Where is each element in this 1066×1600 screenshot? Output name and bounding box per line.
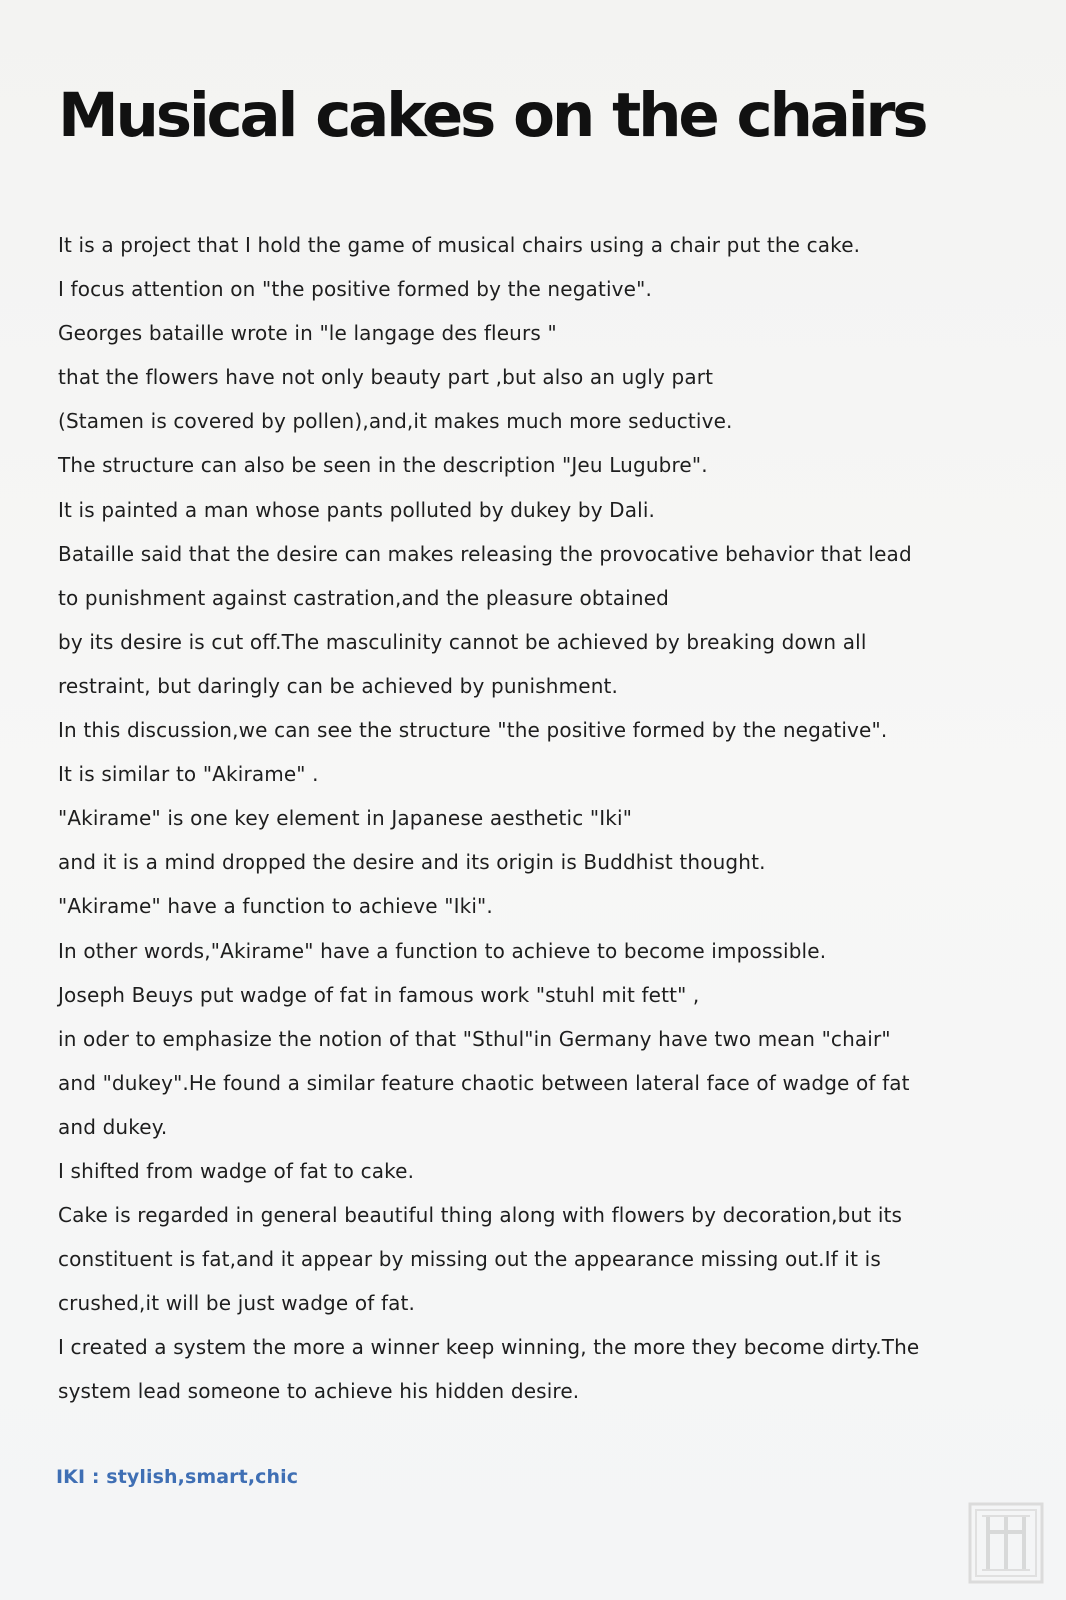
text-line: Bataille said that the desire can makes releasing the provocative behavior that lead <box>58 541 912 566</box>
text-line: In other words,"Akirame" have a function to achieve to become impossible. <box>58 938 827 963</box>
text-line: It is similar to "Akirame" . <box>58 762 319 787</box>
text-line: and dukey. <box>58 1114 168 1139</box>
text-line: Joseph Beuys put wadge of fat in famous work "stuhl mit fett" , <box>58 982 700 1007</box>
text-line: Cake is regarded in general beautiful thing along with flowers by decoration,but its <box>58 1203 903 1228</box>
text-line: and it is a mind dropped the desire and its origin is Buddhist thought. <box>58 850 766 875</box>
text-line: It is painted a man whose pants polluted by dukey by Dali. <box>58 497 656 522</box>
text-line: "Akirame" have a function to achieve "Iki". <box>58 894 493 919</box>
text-line: (Stamen is covered by pollen),and,it makes much more seductive. <box>58 409 733 434</box>
text-line: crushed,it will be just wadge of fat. <box>58 1291 416 1316</box>
text-line: restraint, but daringly can be achieved by punishment. <box>58 673 619 698</box>
text-line: to punishment against castration,and the pleasure obtained <box>58 585 669 610</box>
text-line: The structure can also be seen in the description "Jeu Lugubre". <box>58 453 708 478</box>
text-line: in oder to emphasize the notion of that "Sthul"in Germany have two mean "chair" <box>58 1026 891 1051</box>
text-line: I created a system the more a winner keep winning, the more they become dirty.The <box>58 1335 920 1360</box>
text-line: In this discussion,we can see the structure "the positive formed by the negative". <box>58 718 888 743</box>
logo-mark-icon <box>968 1502 1044 1584</box>
text-line: "Akirame" is one key element in Japanese aesthetic "Iki" <box>58 806 633 831</box>
text-line: constituent is fat,and it appear by missing out the appearance missing out.If it is <box>58 1247 881 1272</box>
text-line: It is a project that I hold the game of musical chairs using a chair put the cake. <box>58 233 861 257</box>
text-line: I shifted from wadge of fat to cake. <box>58 1158 415 1183</box>
iki-definition-note: IKI : stylish,smart,chic <box>56 1466 299 1488</box>
text-line: Georges bataille wrote in "le langage des fleurs " <box>58 321 557 346</box>
text-line: I focus attention on "the positive formed by the negative". <box>58 277 652 302</box>
text-line: by its desire is cut off.The masculinity cannot be achieved by breaking down all <box>58 629 867 654</box>
text-line: that the flowers have not only beauty part ,but also an ugly part <box>58 365 714 390</box>
body-text <box>58 223 1048 1414</box>
text-line: and "dukey".He found a similar feature chaotic between lateral face of wadge of fat <box>58 1070 910 1095</box>
text-line: system lead someone to achieve his hidden desire. <box>58 1379 580 1404</box>
page-title: Musical cakes on the chairs <box>58 80 926 151</box>
